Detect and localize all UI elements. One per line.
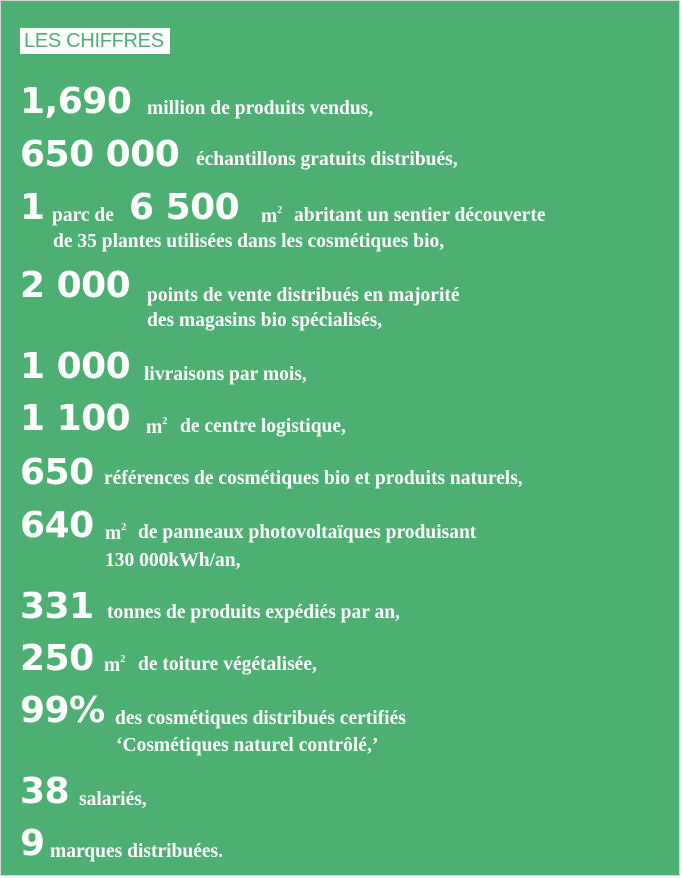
stat-text: marques distribuées. — [50, 841, 223, 862]
stat-value: 650 000 — [20, 134, 180, 175]
stat-text: livraisons par mois, — [144, 364, 307, 385]
stat-text-continued: ‘Cosmétiques naturel contrôlé,’ — [116, 735, 379, 756]
stat-text: de toiture végétalisée, — [138, 654, 317, 675]
stat-text: de centre logistique, — [180, 416, 346, 437]
stat-text: références de cosmétiques bio et produits naturels, — [104, 468, 523, 489]
stat-text-continued: 130 000kWh/an, — [105, 550, 241, 571]
stat-text: million de produits vendus, — [147, 98, 374, 119]
stat-text-continued: de 35 plantes utilisées dans les cosmétiques bio, — [53, 231, 445, 252]
stat-text: des cosmétiques distribués certifiés — [115, 708, 406, 729]
stat-unit: $m^2$ — [104, 654, 126, 676]
stat-value: 1 100 — [20, 398, 131, 439]
stat-unit: $m^2$ — [146, 416, 168, 438]
stat-text: tonnes de produits expédiés par an, — [107, 602, 400, 623]
stat-value: 650 — [20, 452, 94, 493]
stat-value: 38 — [20, 771, 70, 812]
stat-value: 1 000 — [20, 346, 131, 387]
stat-value: 250 — [20, 638, 94, 679]
stat-text: de panneaux photovoltaïques produisant — [138, 522, 477, 543]
stat-unit: $m^2$ — [261, 205, 283, 227]
stat-value: 331 — [20, 586, 94, 627]
stat-unit: $m^2$ — [105, 522, 127, 544]
stat-value: 99% — [20, 690, 105, 731]
stat-prefix-value: 1 — [20, 187, 45, 228]
stat-text: échantillons gratuits distribués, — [196, 149, 458, 170]
stat-text: points de vente distribués en majorité — [147, 285, 460, 306]
section-title: LES CHIFFRES — [20, 28, 170, 54]
stat-value: 2 000 — [20, 265, 131, 306]
stat-prefix-text: parc de — [52, 205, 114, 226]
stat-value: 1,690 — [20, 81, 132, 122]
stat-text: abritant un sentier découverte — [294, 205, 546, 226]
stat-value: 6 500 — [129, 187, 240, 228]
stat-text: salariés, — [79, 789, 147, 810]
stat-value: 640 — [20, 505, 94, 546]
stat-value: 9 — [20, 823, 45, 864]
stat-text-continued: des magasins bio spécialisés, — [147, 310, 383, 331]
